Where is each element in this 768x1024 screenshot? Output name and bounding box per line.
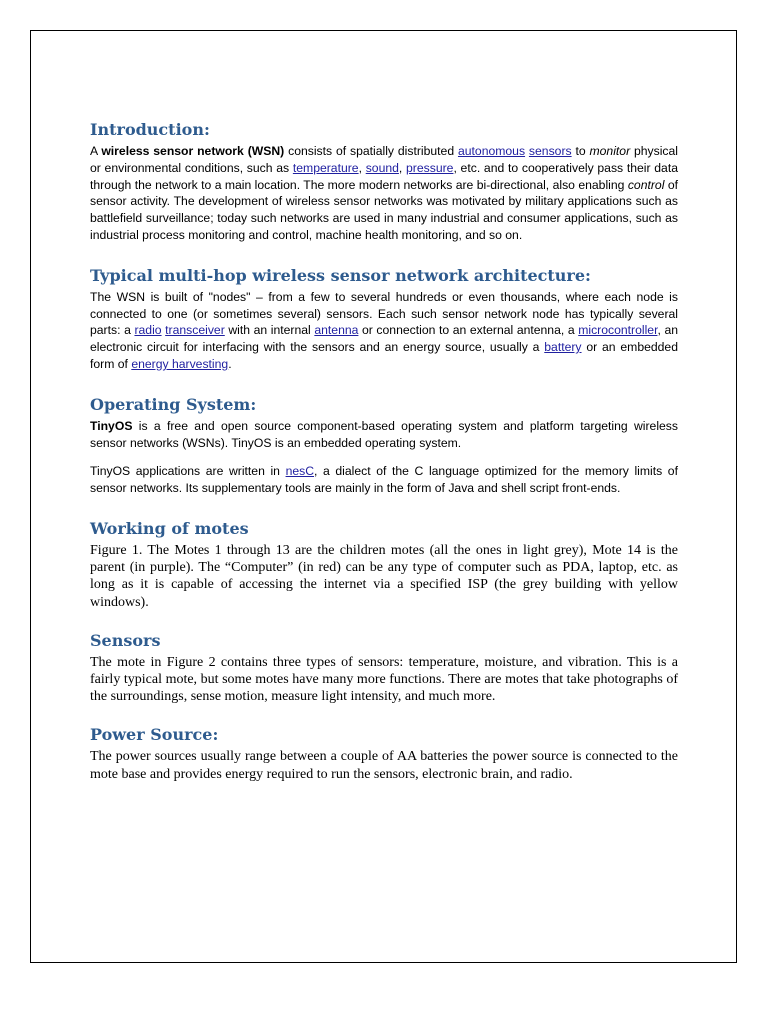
sensors-paragraph: The mote in Figure 2 contains three types of sensors: temperature, moisture, and vibration. This is a fairly typical mote, but some motes have many more functions. There are motes that take photographs of the surroundings, sense motion, measure light intensity, and much more.	[90, 654, 678, 705]
link-sensors[interactable]: sensors	[528, 144, 572, 158]
link-temperature[interactable]: temperature	[292, 160, 359, 175]
link-microcontroller[interactable]: microcontroller	[578, 323, 658, 338]
link-energy-harvesting[interactable]: energy harvesting	[131, 356, 229, 371]
intro-paragraph: A wireless sensor network (WSN) consists of spatially distributed autonomous sensors to monitor physical or environmental conditions, such as temperature, sound, pressure, etc. and to cooperatively pass their data through the network to a main location. The more modern networks are bi-directional, also enabling control of sensor activity. The development of wireless sensor networks was motivated by military applications such as battlefield surveillance; today such networks are used in many industrial and consumer applications, such as industrial process monitoring and control, machine health monitoring, and so on.	[90, 144, 679, 242]
os-paragraph-1: TinyOS is a free and open source component-based operating system and platform targeting wireless sensor networks (WSNs). TinyOS is an embedded operating system.	[90, 418, 678, 450]
link-autonomous[interactable]: autonomous	[457, 144, 526, 158]
link-battery[interactable]: battery	[544, 340, 582, 355]
link-sound[interactable]: sound	[365, 160, 399, 175]
link-transceiver[interactable]: transceiver	[165, 323, 225, 338]
link-antenna[interactable]: antenna	[314, 323, 359, 338]
architecture-paragraph: The WSN is built of "nodes" – from a few to several hundreds or even thousands, where each node is connected to one (or sometimes several) sensors. Each such sensor network node has typically several parts: a radio transceiver with an internal antenna or connection to an external antenna, a microcontroller, an electronic circuit for interfacing with the sensors and an energy source, usually a battery or an embedded form of energy harvesting.	[90, 289, 679, 371]
os-heading: Operating System:	[90, 394, 257, 414]
link-pressure[interactable]: pressure	[406, 160, 454, 175]
os-paragraph-2: TinyOS applications are written in nesC, a dialect of the C language optimized for the memory limits of sensor networks. Its supplementary tools are mainly in the form of Java and shell script front-ends.	[90, 464, 678, 496]
power-heading: Power Source:	[90, 725, 219, 745]
document-body	[90, 120, 678, 783]
architecture-heading: Typical multi-hop wireless sensor network architecture:	[90, 265, 591, 285]
motes-heading: Working of motes	[90, 518, 249, 538]
sensors-heading: Sensors	[90, 630, 161, 650]
intro-heading: Introduction:	[90, 120, 210, 139]
link-radio[interactable]: radio	[134, 323, 162, 338]
motes-paragraph: Figure 1. The Motes 1 through 13 are the children motes (all the ones in light grey), Mote 14 is the parent (in purple). The “Computer” (in red) can be any type of computer such as PDA, laptop, etc. as long as it is capable of accessing the internet via a specified ISP (the grey building with yellow windows).	[90, 542, 678, 610]
power-paragraph: The power sources usually range between a couple of AA batteries the power source is connected to the mote base and provides energy required to run the sensors, electronic brain, and radio.	[90, 749, 678, 782]
link-nesc[interactable]: nesC	[285, 464, 315, 479]
